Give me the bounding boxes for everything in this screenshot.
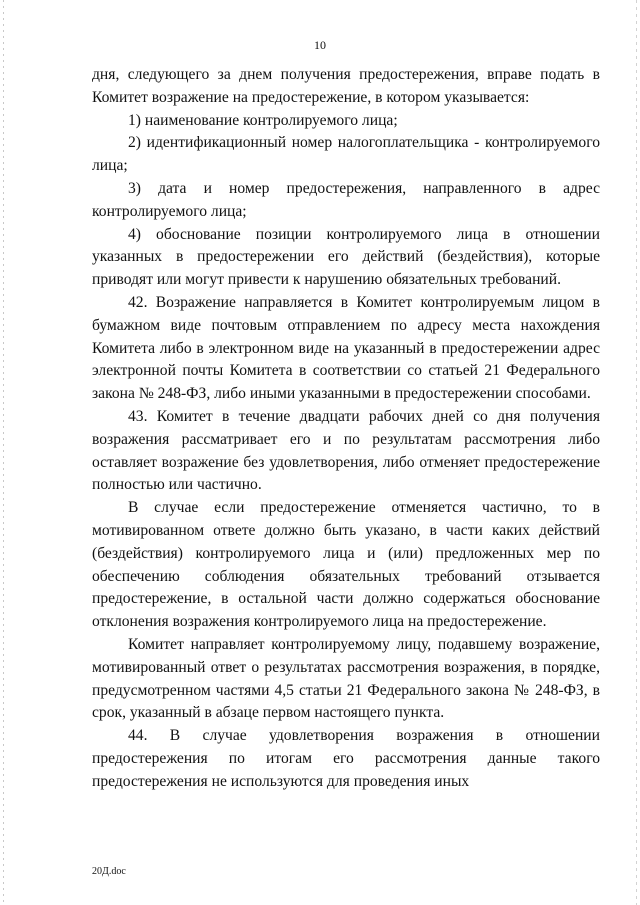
list-item-4: 4) обоснование позиции контролируемого лица в отношении указанных в предостережении его действий (бездействия), которые приводят или могут привести к нарушению обязательных требований. [92,225,600,289]
clause-43-response: Комитет направляет контролируемому лицу, подавшему возражение, мотивированный ответ о результатах рассмотрения возражения, в порядке, предусмотренном частями 4,5 статьи 21 Федерального закона № 248-ФЗ, в срок, указанный в абзаце первом настоящего пункта. [92,635,600,722]
document-body [92,64,600,794]
clause-42: 42. Возражение направляется в Комитет контролируемым лицом в бумажном виде почтовым отправлением по адресу места нахождения Комитета либо в электронном виде на указанный в предостережении адрес электронной почты Комитета в соответствии со статьей 21 Федерального закона № 248-ФЗ, либо иными указанными в предостережении способами. [92,293,600,403]
footer-filename: 20Д.doc [92,866,126,877]
scan-edge-left [3,0,4,905]
paragraph-continuation: дня, следующего за днем получения предостережения, вправе подать в Комитет возражение на предостережение, в котором указывается: [92,66,600,106]
clause-43: 43. Комитет в течение двадцати рабочих дней со дня получения возражения рассматривает его и по результатам рассмотрения либо оставляет возражение без удовлетворения, либо отменяет предостережение полностью или частично. [92,407,600,494]
clause-44: 44. В случае удовлетворения возражения в отношении предостережения по итогам его рассмотрения данные такого предостережения не используются для проведения иных [92,727,600,790]
scan-edge-right [636,0,637,905]
clause-43-partial-cancellation: В случае если предостережение отменяется частично, то в мотивированном ответе должно быть указано, в части каких действий (бездействия) контролируемого лица и (или) предложенных мер по обеспечению соблюдения обязательных требований отзывается предостережение, в остальной части должно содержаться обоснование отклонения возражения контролируемого лица на предостережение. [92,499,600,631]
list-item-2: 2) идентификационный номер налогоплательщика - контролируемого лица; [92,134,600,175]
page-number: 10 [314,38,326,52]
list-item-1: 1) наименование контролируемого лица; [128,111,398,129]
list-item-3: 3) дата и номер предостережения, направленного в адрес контролируемого лица; [92,179,600,220]
